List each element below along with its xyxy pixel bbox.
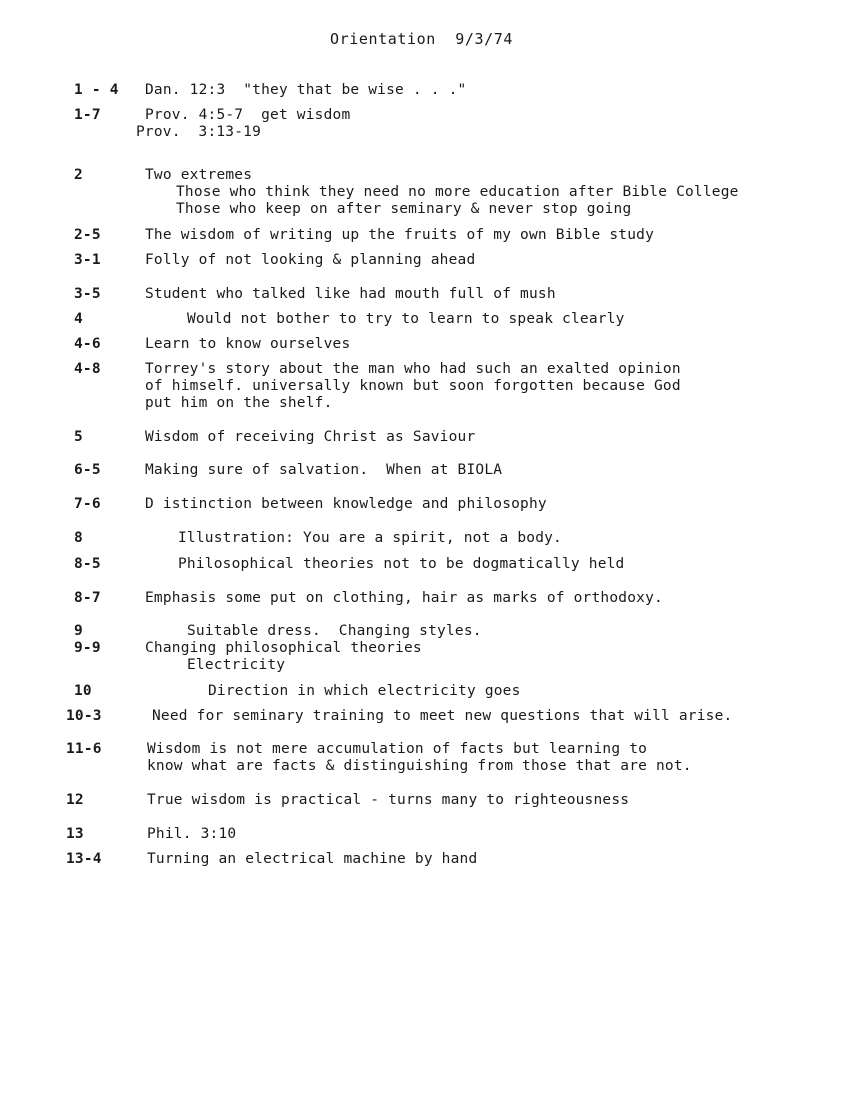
page-title: Orientation 9/3/74 bbox=[330, 30, 513, 48]
entry-text: Wisdom is not mere accumulation of facts but learning to bbox=[147, 741, 648, 757]
entry-text: Turning an electrical machine by hand bbox=[147, 851, 478, 867]
entry-ref: 10 bbox=[74, 683, 92, 699]
entry-text: Wisdom of receiving Christ as Saviour bbox=[145, 429, 476, 445]
entry-ref: 4-6 bbox=[74, 336, 101, 352]
entry-ref: 12 bbox=[66, 792, 84, 808]
entry-text: Suitable dress. Changing styles. bbox=[187, 623, 482, 639]
entry-ref: 7-6 bbox=[74, 496, 101, 512]
entry-ref: 2-5 bbox=[74, 227, 101, 243]
entry-ref: 1 - 4 bbox=[74, 82, 119, 98]
entry-text: Two extremes bbox=[145, 167, 253, 183]
entry-text: True wisdom is practical - turns many to righteousness bbox=[147, 792, 630, 808]
entry-ref: 4-8 bbox=[74, 361, 101, 377]
entry-ref: 10-3 bbox=[66, 708, 102, 724]
entry-text: Electricity bbox=[187, 657, 286, 673]
entry-text: of himself. universally known but soon forgotten because God bbox=[145, 378, 681, 394]
entry-ref: 3-5 bbox=[74, 286, 101, 302]
entry-ref: 8-5 bbox=[74, 556, 101, 572]
entry-text: Torrey's story about the man who had such an exalted opinion bbox=[145, 361, 681, 377]
entry-ref: 1-7 bbox=[74, 107, 101, 123]
entry-text: Those who keep on after seminary & never stop going bbox=[176, 201, 632, 217]
entry-text: Those who think they need no more education after Bible College bbox=[176, 184, 739, 200]
entry-ref: 8-7 bbox=[74, 590, 101, 606]
entry-text: Folly of not looking & planning ahead bbox=[145, 252, 476, 268]
entry-text: Prov. 3:13-19 bbox=[136, 124, 262, 140]
entry-text: Direction in which electricity goes bbox=[208, 683, 521, 699]
entry-ref: 11-6 bbox=[66, 741, 102, 757]
entry-text: Learn to know ourselves bbox=[145, 336, 351, 352]
entry-text: Illustration: You are a spirit, not a body. bbox=[178, 530, 562, 546]
entry-ref: 5 bbox=[74, 429, 83, 445]
entry-text: Emphasis some put on clothing, hair as marks of orthodoxy. bbox=[145, 590, 663, 606]
entry-ref: 13 bbox=[66, 826, 84, 842]
entry-ref: 8 bbox=[74, 530, 83, 546]
entry-text: Phil. 3:10 bbox=[147, 826, 237, 842]
entry-text: Student who talked like had mouth full of mush bbox=[145, 286, 556, 302]
entry-ref: 9-9 bbox=[74, 640, 101, 656]
entry-ref: 3-1 bbox=[74, 252, 101, 268]
entry-ref: 9 bbox=[74, 623, 83, 639]
entry-text: Need for seminary training to meet new questions that will arise. bbox=[152, 708, 733, 724]
entry-ref: 4 bbox=[74, 311, 83, 327]
entry-text: Making sure of salvation. When at BIOLA bbox=[145, 462, 503, 478]
entry-text: Dan. 12:3 "they that be wise . . ." bbox=[145, 82, 467, 98]
entry-text: D istinction between knowledge and philosophy bbox=[145, 496, 547, 512]
entry-text: Prov. 4:5-7 get wisdom bbox=[145, 107, 351, 123]
entry-text: Philosophical theories not to be dogmatically held bbox=[178, 556, 625, 572]
entry-ref: 13-4 bbox=[66, 851, 102, 867]
entry-ref: 2 bbox=[74, 167, 83, 183]
entry-ref: 6-5 bbox=[74, 462, 101, 478]
entry-text: Would not bother to try to learn to speak clearly bbox=[187, 311, 625, 327]
entry-text: know what are facts & distinguishing from those that are not. bbox=[147, 758, 692, 774]
entry-text: put him on the shelf. bbox=[145, 395, 333, 411]
entry-text: Changing philosophical theories bbox=[145, 640, 422, 656]
entry-text: The wisdom of writing up the fruits of my own Bible study bbox=[145, 227, 654, 243]
